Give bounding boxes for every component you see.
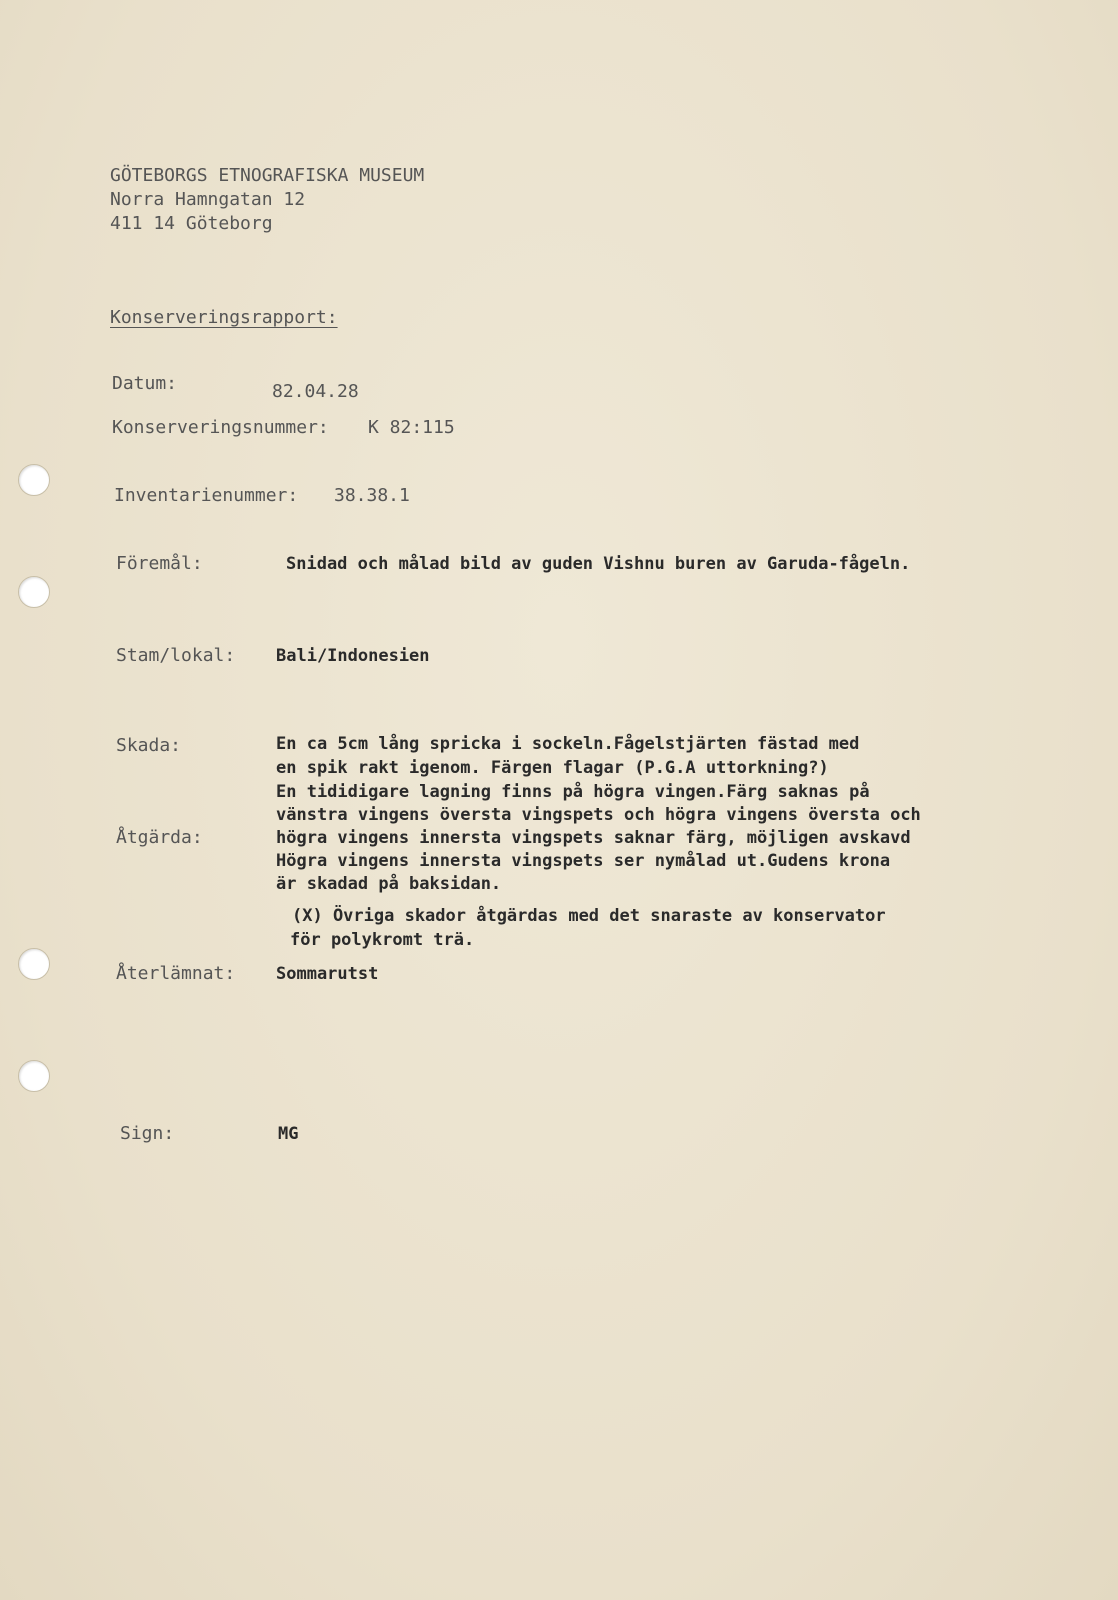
report-title: Konserveringsrapport: (110, 307, 338, 328)
punch-hole (18, 1060, 50, 1092)
stam-label: Stam/lokal: (116, 645, 236, 666)
skada-line: är skadad på baksidan. (276, 874, 502, 894)
punch-hole (18, 576, 50, 608)
aterlamnat-label: Återlämnat: (116, 963, 236, 984)
punch-hole (18, 948, 50, 980)
foremal-value: Snidad och målad bild av guden Vishnu buren av Garuda-fågeln. (286, 554, 911, 574)
museum-city: 411 14 Göteborg (110, 213, 273, 234)
stam-value: Bali/Indonesien (276, 646, 430, 666)
atgarda-line: för polykromt trä. (290, 930, 475, 950)
konserveringsnummer-label: Konserveringsnummer: (112, 417, 329, 438)
skada-line: En ca 5cm lång spricka i sockeln.Fågelstjärten fästad med (276, 734, 860, 754)
sign-value: MG (278, 1124, 299, 1144)
konserveringsnummer-value: K 82:115 (368, 417, 455, 438)
foremal-label: Föremål: (116, 553, 203, 574)
skada-line: Högra vingens innersta vingspets ser nymålad ut.Gudens krona (276, 851, 891, 871)
museum-name: GÖTEBORGS ETNOGRAFISKA MUSEUM (110, 165, 425, 186)
inventarienummer-value: 38.38.1 (334, 485, 410, 506)
skada-label: Skada: (116, 735, 182, 756)
skada-line: En tididigare lagning finns på högra vingen.Färg saknas på (276, 782, 870, 802)
skada-line: högra vingens innersta vingspets saknar färg, möjligen avskavd (276, 828, 911, 848)
museum-street: Norra Hamngatan 12 (110, 189, 306, 210)
atgarda-line: (X) Övriga skador åtgärdas med det snaraste av konservator (292, 906, 886, 926)
datum-value: 82.04.28 (272, 381, 359, 402)
skada-line: vänstra vingens översta vingspets och högra vingens översta och (276, 805, 921, 825)
aterlamnat-value: Sommarutst (276, 964, 379, 984)
sign-label: Sign: (120, 1123, 175, 1144)
punch-hole (18, 464, 50, 496)
skada-line: en spik rakt igenom. Färgen flagar (P.G.A uttorkning?) (276, 758, 829, 778)
atgarda-label: Åtgärda: (116, 827, 203, 848)
inventarienummer-label: Inventarienummer: (114, 485, 299, 506)
datum-label: Datum: (112, 373, 178, 394)
